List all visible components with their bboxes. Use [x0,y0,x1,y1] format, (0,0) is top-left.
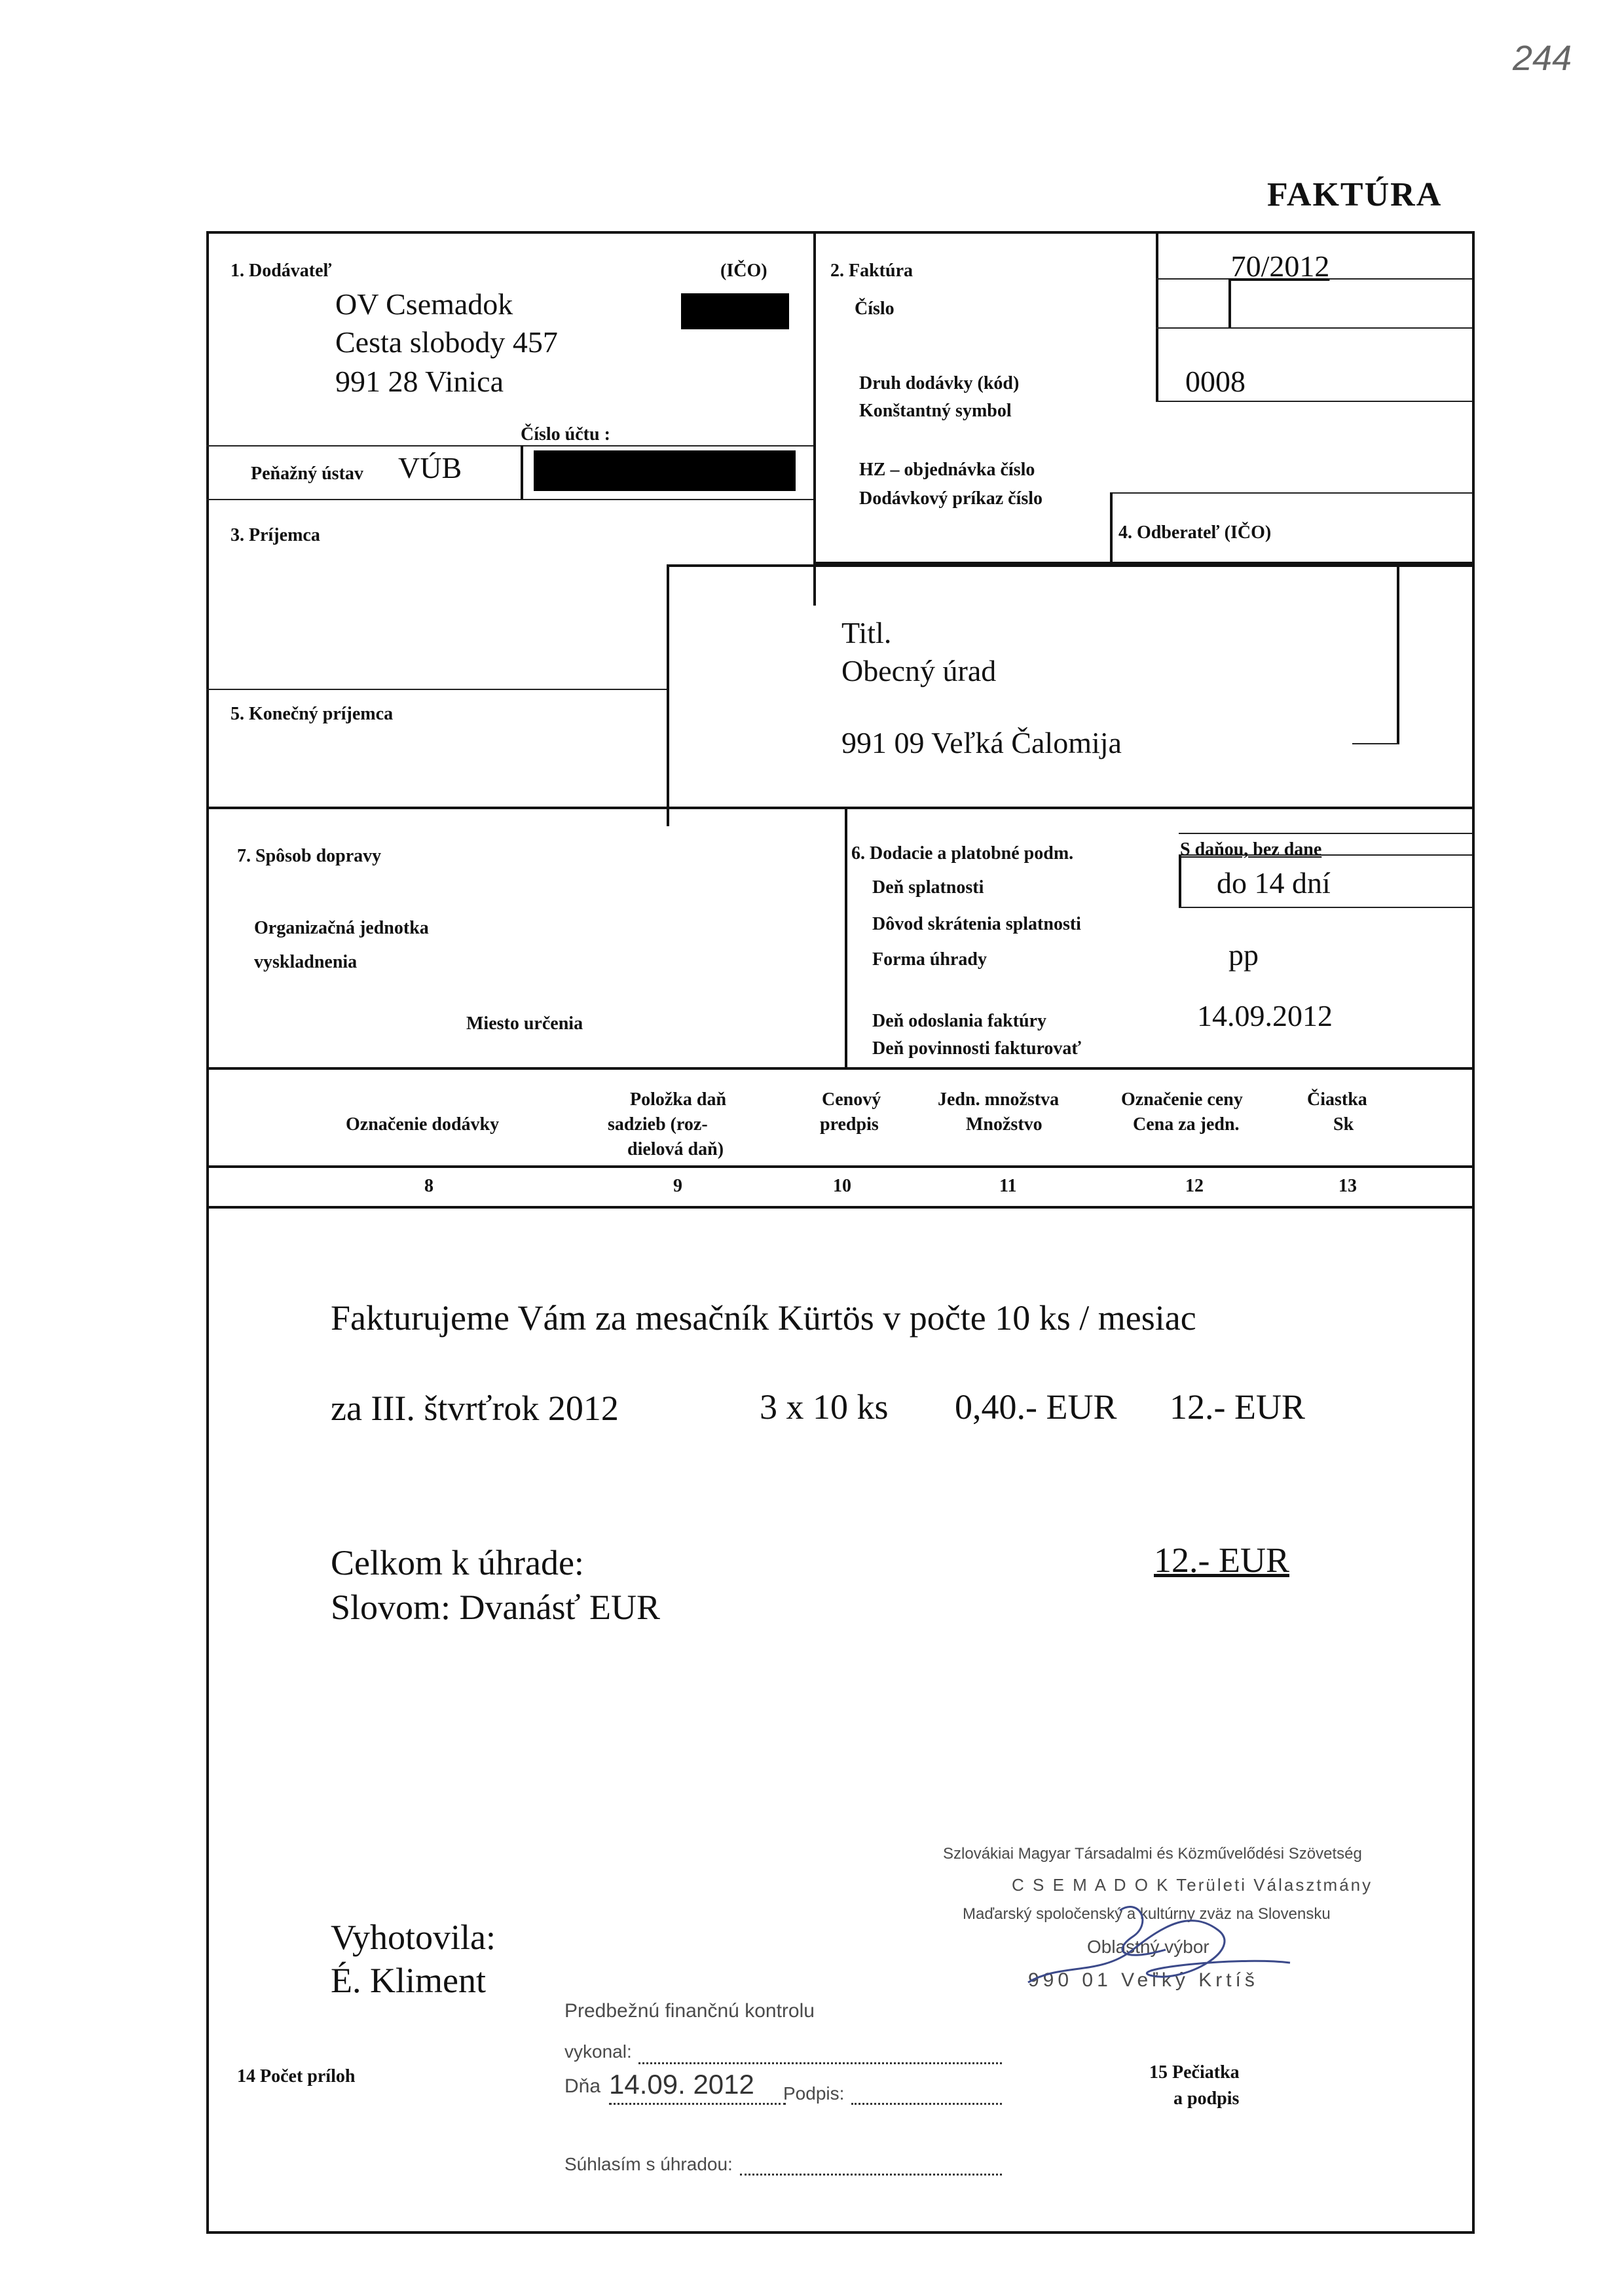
payment-form-label: Forma úhrady [872,949,987,970]
center-divider [813,231,816,606]
col-amount-label-1: Čiastka [1307,1089,1367,1110]
attachments-label: 14 Počet príloh [237,2066,356,2086]
stamp-signature-label-1: 15 Pečiatka [1149,2062,1240,2083]
constant-symbol-label: Konštantný symbol [859,401,1012,421]
delivery-type-label: Druh dodávky (kód) [859,373,1020,393]
col-unit-label-1: Jedn. množstva [938,1089,1060,1110]
control-title: Predbežnú finančnú kontrolu [564,2000,815,2022]
invoice-amount: 12.- EUR [1170,1387,1305,1427]
tax-label: S daňou, bez dane [1180,839,1322,860]
redacted-ico [681,293,789,329]
org-unit-label-2: vyskladnenia [254,952,358,972]
final-recipient-label: 5. Konečný príjemca [231,704,394,724]
due-label: Deň splatnosti [872,877,984,898]
bank-value: VÚB [398,451,462,484]
total-value: 12.- EUR [1154,1540,1289,1580]
col-tax-label-1: Položka daň [630,1089,727,1110]
control-date-value: 14.09. 2012 [609,2069,754,2100]
invoice-label: 2. Faktúra [830,261,913,281]
transport-label: 7. Spôsob dopravy [237,846,382,866]
obligation-label: Deň povinnosti fakturovať [872,1038,1082,1059]
stamp-signature-label-2: a podpis [1173,2088,1240,2109]
due-value: do 14 dní [1217,866,1331,900]
prepared-by-label: Vyhotovila: [331,1918,496,1957]
col-price-label-2: Cena za jedn. [1133,1114,1240,1135]
delivery-order-label: Dodávkový príkaz číslo [859,488,1043,509]
org-unit-label-1: Organizačná jednotka [254,918,429,938]
supplier-name: OV Csemadok [335,287,513,321]
stamp-line-4: Oblastný výbor [1087,1937,1209,1957]
col-number-12: 12 [1185,1176,1204,1196]
customer-line2: Obecný úrad [841,654,997,687]
supplier-city: 991 28 Vinica [335,365,504,398]
stamp-line-5: 990 01 Veľký Krtíš [1028,1969,1259,1991]
invoice-quantity: 3 x 10 ks [760,1387,889,1427]
col-delivery-label: Označenie dodávky [346,1114,500,1135]
send-date-label: Deň odoslania faktúry [872,1011,1047,1031]
redacted-account [534,450,796,491]
consent-label: Súhlasím s úhradou: [564,2154,733,2174]
recipient-label: 3. Príjemca [231,525,320,545]
col-number-13: 13 [1338,1176,1357,1196]
invoice-description: Fakturujeme Vám za mesačník Kürtös v počte 10 ks / mesiac [331,1298,1196,1338]
customer-label: 4. Odberateľ (IČO) [1118,522,1272,543]
supplier-label: 1. Dodávateľ [231,261,332,281]
order-label: HZ – objednávka číslo [859,460,1035,480]
performed-label: vykonal: [564,2041,632,2062]
customer-line3: 991 09 Veľká Čalomija [841,726,1122,759]
supplier-street: Cesta slobody 457 [335,325,558,359]
shortening-label: Dôvod skrátenia splatnosti [872,914,1081,934]
payment-form-value: pp [1228,938,1259,972]
col-price-reg-label-1: Cenový [822,1089,881,1110]
account-label: Číslo účtu : [521,424,610,445]
destination-label: Miesto určenia [466,1013,583,1034]
organization-stamp [943,1845,1414,2009]
page-number: 244 [1513,39,1572,78]
top-border [206,231,1475,234]
col-number-9: 9 [673,1176,682,1196]
invoice-unit-price: 0,40.- EUR [955,1387,1117,1427]
invoice-number: 70/2012 [1230,249,1330,283]
col-amount-label-2: Sk [1333,1114,1354,1135]
col-price-reg-label-2: predpis [820,1114,879,1135]
stamp-line-3: Maďarský spoločenský a kultúrny zväz na Slovensku [963,1905,1331,1923]
invoice-number-label: Číslo [855,299,895,319]
invoice-period: za III. štvrťrok 2012 [331,1389,619,1428]
col-number-11: 11 [999,1176,1017,1196]
col-tax-label-3: dielová daň) [627,1139,724,1159]
col-price-label-1: Označenie ceny [1121,1089,1243,1110]
col-tax-label-2: sadzieb (roz- [608,1114,708,1135]
document-title: FAKTÚRA [1267,176,1443,213]
right-border [1472,231,1475,1075]
col-unit-label-2: Množstvo [966,1114,1043,1135]
left-border [206,231,209,1075]
stamp-line-1: Szlovákiai Magyar Társadalmi és Közművelődési Szövetség [943,1845,1362,1863]
supplier-ico-label: (IČO) [720,261,767,281]
bank-label: Peňažný ústav [251,464,363,484]
amount-in-words: Slovom: Dvanásť EUR [331,1588,661,1627]
signature-scribble [1022,1884,1297,2009]
stamp-line-2: C S E M A D O K Területi Választmány [1012,1875,1373,1895]
customer-line1: Titl. [841,616,892,649]
terms-label: 6. Dodacie a platobné podm. [851,843,1074,864]
control-date-label: Dňa [564,2075,601,2097]
total-label: Celkom k úhrade: [331,1543,584,1582]
prepared-by-name: É. Kliment [331,1961,486,2000]
col-number-10: 10 [833,1176,851,1196]
control-signature-label: Podpis: [783,2083,845,2104]
send-date-value: 14.09.2012 [1197,999,1333,1032]
constant-symbol: 0008 [1185,365,1246,398]
col-number-8: 8 [424,1176,434,1196]
